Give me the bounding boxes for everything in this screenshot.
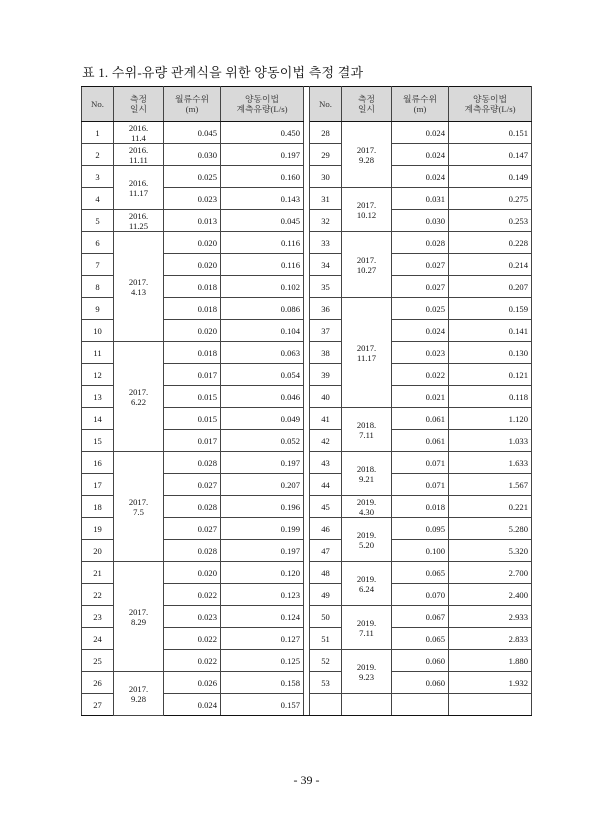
water-level-value: 0.025 — [164, 166, 221, 188]
flow-value: 5.280 — [449, 518, 532, 540]
water-level-value: 0.020 — [164, 232, 221, 254]
row-number: 30 — [310, 166, 342, 188]
flow-value: 0.049 — [221, 408, 304, 430]
water-level-value: 0.060 — [392, 650, 449, 672]
row-number: 1 — [82, 122, 114, 144]
row-number: 48 — [310, 562, 342, 584]
water-level-value: 0.024 — [164, 694, 221, 716]
flow-value: 0.143 — [221, 188, 304, 210]
water-level-value: 0.031 — [392, 188, 449, 210]
flow-value: 0.197 — [221, 452, 304, 474]
flow-value: 0.253 — [449, 210, 532, 232]
table-row — [82, 452, 532, 474]
row-number: 46 — [310, 518, 342, 540]
flow-value: 0.207 — [449, 276, 532, 298]
measurement-date: 2016. 11.25 — [114, 210, 164, 232]
flow-value: 0.157 — [221, 694, 304, 716]
measurement-date: 2017. 9.28 — [342, 122, 392, 188]
measurement-date: 2017. 10.27 — [342, 232, 392, 298]
flow-value: 0.104 — [221, 320, 304, 342]
water-level-value: 0.020 — [164, 320, 221, 342]
flow-value: 0.450 — [221, 122, 304, 144]
table-row — [82, 232, 532, 254]
row-number: 18 — [82, 496, 114, 518]
water-level-value: 0.018 — [164, 342, 221, 364]
water-level-value: 0.095 — [392, 518, 449, 540]
row-number: 14 — [82, 408, 114, 430]
flow-value: 0.228 — [449, 232, 532, 254]
empty-cell — [392, 694, 449, 716]
water-level-value: 0.071 — [392, 452, 449, 474]
measurement-date: 2016. 11.17 — [114, 166, 164, 210]
row-number: 42 — [310, 430, 342, 452]
table-row — [82, 342, 532, 364]
row-number: 22 — [82, 584, 114, 606]
flow-value: 0.052 — [221, 430, 304, 452]
row-number: 43 — [310, 452, 342, 474]
row-number: 16 — [82, 452, 114, 474]
row-number: 36 — [310, 298, 342, 320]
water-level-value: 0.045 — [164, 122, 221, 144]
row-number: 44 — [310, 474, 342, 496]
row-number: 38 — [310, 342, 342, 364]
flow-value: 0.130 — [449, 342, 532, 364]
flow-value: 2.833 — [449, 628, 532, 650]
measurement-date: 2017. 10.12 — [342, 188, 392, 232]
water-level-value: 0.061 — [392, 430, 449, 452]
measurement-date: 2018. 9.21 — [342, 452, 392, 496]
header-level: 월류수위 (m) — [164, 87, 221, 122]
row-number: 32 — [310, 210, 342, 232]
flow-value: 0.159 — [449, 298, 532, 320]
row-number: 40 — [310, 386, 342, 408]
row-number: 13 — [82, 386, 114, 408]
water-level-value: 0.021 — [392, 386, 449, 408]
flow-value: 0.125 — [221, 650, 304, 672]
flow-value: 0.045 — [221, 210, 304, 232]
flow-value: 0.160 — [221, 166, 304, 188]
table-row — [82, 166, 532, 188]
flow-value: 0.063 — [221, 342, 304, 364]
measurement-table — [81, 86, 532, 716]
water-level-value: 0.023 — [164, 606, 221, 628]
water-level-value: 0.023 — [164, 188, 221, 210]
row-number: 50 — [310, 606, 342, 628]
header-level: 월류수위 (m) — [392, 87, 449, 122]
empty-cell — [449, 694, 532, 716]
water-level-value: 0.013 — [164, 210, 221, 232]
header-no: No. — [310, 87, 342, 122]
measurement-date: 2017. 6.22 — [114, 342, 164, 452]
water-level-value: 0.061 — [392, 408, 449, 430]
header-date: 측정 일시 — [342, 87, 392, 122]
flow-value: 0.207 — [221, 474, 304, 496]
water-level-value: 0.065 — [392, 628, 449, 650]
flow-value: 0.116 — [221, 232, 304, 254]
water-level-value: 0.024 — [392, 144, 449, 166]
page-number: - 39 - — [293, 773, 320, 787]
header-flow: 양동이법 계측유량(L/s) — [221, 87, 304, 122]
flow-value: 0.127 — [221, 628, 304, 650]
water-level-value: 0.022 — [164, 628, 221, 650]
empty-cell — [342, 694, 392, 716]
flow-value: 0.158 — [221, 672, 304, 694]
flow-value: 0.149 — [449, 166, 532, 188]
measurement-date: 2018. 7.11 — [342, 408, 392, 452]
flow-value: 0.196 — [221, 496, 304, 518]
row-number: 21 — [82, 562, 114, 584]
flow-value: 0.197 — [221, 540, 304, 562]
table-caption: 표 1. 수위-유량 관계식을 위한 양동이법 측정 결과 — [82, 65, 364, 80]
row-number: 47 — [310, 540, 342, 562]
water-level-value: 0.018 — [392, 496, 449, 518]
header-no: No. — [82, 87, 114, 122]
water-level-value: 0.027 — [164, 474, 221, 496]
empty-cell — [310, 694, 342, 716]
water-level-value: 0.020 — [164, 254, 221, 276]
row-number: 7 — [82, 254, 114, 276]
water-level-value: 0.017 — [164, 430, 221, 452]
flow-value: 0.054 — [221, 364, 304, 386]
row-number: 28 — [310, 122, 342, 144]
table-row — [82, 672, 532, 694]
flow-value: 2.400 — [449, 584, 532, 606]
row-number: 34 — [310, 254, 342, 276]
row-number: 27 — [82, 694, 114, 716]
row-number: 53 — [310, 672, 342, 694]
flow-value: 1.120 — [449, 408, 532, 430]
flow-value: 0.124 — [221, 606, 304, 628]
water-level-value: 0.020 — [164, 562, 221, 584]
measurement-date: 2016. 11.4 — [114, 122, 164, 144]
row-number: 25 — [82, 650, 114, 672]
water-level-value: 0.026 — [164, 672, 221, 694]
row-number: 10 — [82, 320, 114, 342]
row-number: 35 — [310, 276, 342, 298]
water-level-value: 0.100 — [392, 540, 449, 562]
table-row — [82, 210, 532, 232]
row-number: 26 — [82, 672, 114, 694]
flow-value: 0.116 — [221, 254, 304, 276]
water-level-value: 0.022 — [164, 584, 221, 606]
table-header-row — [82, 87, 532, 122]
measurement-date: 2017. 11.17 — [342, 298, 392, 408]
flow-value: 0.121 — [449, 364, 532, 386]
flow-value: 1.880 — [449, 650, 532, 672]
table-row — [82, 122, 532, 144]
measurement-date: 2017. 9.28 — [114, 672, 164, 716]
water-level-value: 0.017 — [164, 364, 221, 386]
row-number: 19 — [82, 518, 114, 540]
water-level-value: 0.028 — [164, 452, 221, 474]
measurement-date: 2019. 6.24 — [342, 562, 392, 606]
water-level-value: 0.028 — [164, 496, 221, 518]
row-number: 6 — [82, 232, 114, 254]
row-number: 9 — [82, 298, 114, 320]
measurement-date: 2019. 4.30 — [342, 496, 392, 518]
water-level-value: 0.065 — [392, 562, 449, 584]
water-level-value: 0.060 — [392, 672, 449, 694]
row-number: 5 — [82, 210, 114, 232]
row-number: 17 — [82, 474, 114, 496]
water-level-value: 0.024 — [392, 320, 449, 342]
flow-value: 0.046 — [221, 386, 304, 408]
flow-value: 0.086 — [221, 298, 304, 320]
flow-value: 0.199 — [221, 518, 304, 540]
row-number: 23 — [82, 606, 114, 628]
water-level-value: 0.023 — [392, 342, 449, 364]
water-level-value: 0.025 — [392, 298, 449, 320]
water-level-value: 0.022 — [392, 364, 449, 386]
flow-value: 0.120 — [221, 562, 304, 584]
row-number: 24 — [82, 628, 114, 650]
row-number: 41 — [310, 408, 342, 430]
measurement-date: 2017. 4.13 — [114, 232, 164, 342]
flow-value: 0.275 — [449, 188, 532, 210]
water-level-value: 0.024 — [392, 166, 449, 188]
flow-value: 1.033 — [449, 430, 532, 452]
flow-value: 0.141 — [449, 320, 532, 342]
water-level-value: 0.018 — [164, 276, 221, 298]
flow-value: 2.933 — [449, 606, 532, 628]
measurement-date: 2019. 9.23 — [342, 650, 392, 694]
flow-value: 0.102 — [221, 276, 304, 298]
header-date: 측정 일시 — [114, 87, 164, 122]
water-level-value: 0.030 — [392, 210, 449, 232]
row-number: 37 — [310, 320, 342, 342]
water-level-value: 0.070 — [392, 584, 449, 606]
flow-value: 1.567 — [449, 474, 532, 496]
flow-value: 0.214 — [449, 254, 532, 276]
flow-value: 0.197 — [221, 144, 304, 166]
flow-value: 0.151 — [449, 122, 532, 144]
water-level-value: 0.022 — [164, 650, 221, 672]
row-number: 29 — [310, 144, 342, 166]
row-number: 52 — [310, 650, 342, 672]
water-level-value: 0.027 — [392, 254, 449, 276]
water-level-value: 0.028 — [392, 232, 449, 254]
water-level-value: 0.024 — [392, 122, 449, 144]
row-number: 39 — [310, 364, 342, 386]
flow-value: 0.118 — [449, 386, 532, 408]
measurement-date: 2019. 7.11 — [342, 606, 392, 650]
water-level-value: 0.027 — [164, 518, 221, 540]
row-number: 45 — [310, 496, 342, 518]
measurement-date: 2017. 7.5 — [114, 452, 164, 562]
water-level-value: 0.015 — [164, 408, 221, 430]
row-number: 49 — [310, 584, 342, 606]
flow-value: 0.147 — [449, 144, 532, 166]
water-level-value: 0.071 — [392, 474, 449, 496]
table-row — [82, 562, 532, 584]
row-number: 31 — [310, 188, 342, 210]
header-flow: 양동이법 계측유량(L/s) — [449, 87, 532, 122]
row-number: 2 — [82, 144, 114, 166]
water-level-value: 0.028 — [164, 540, 221, 562]
flow-value: 5.320 — [449, 540, 532, 562]
flow-value: 0.123 — [221, 584, 304, 606]
water-level-value: 0.067 — [392, 606, 449, 628]
row-number: 4 — [82, 188, 114, 210]
table-row — [82, 144, 532, 166]
water-level-value: 0.030 — [164, 144, 221, 166]
row-number: 33 — [310, 232, 342, 254]
row-number: 8 — [82, 276, 114, 298]
row-number: 51 — [310, 628, 342, 650]
row-number: 12 — [82, 364, 114, 386]
water-level-value: 0.018 — [164, 298, 221, 320]
row-number: 20 — [82, 540, 114, 562]
flow-value: 1.932 — [449, 672, 532, 694]
flow-value: 2.700 — [449, 562, 532, 584]
flow-value: 0.221 — [449, 496, 532, 518]
row-number: 11 — [82, 342, 114, 364]
row-number: 3 — [82, 166, 114, 188]
row-number: 15 — [82, 430, 114, 452]
measurement-date: 2017. 8.29 — [114, 562, 164, 672]
measurement-date: 2016. 11.11 — [114, 144, 164, 166]
water-level-value: 0.015 — [164, 386, 221, 408]
water-level-value: 0.027 — [392, 276, 449, 298]
flow-value: 1.633 — [449, 452, 532, 474]
measurement-date: 2019. 5.20 — [342, 518, 392, 562]
